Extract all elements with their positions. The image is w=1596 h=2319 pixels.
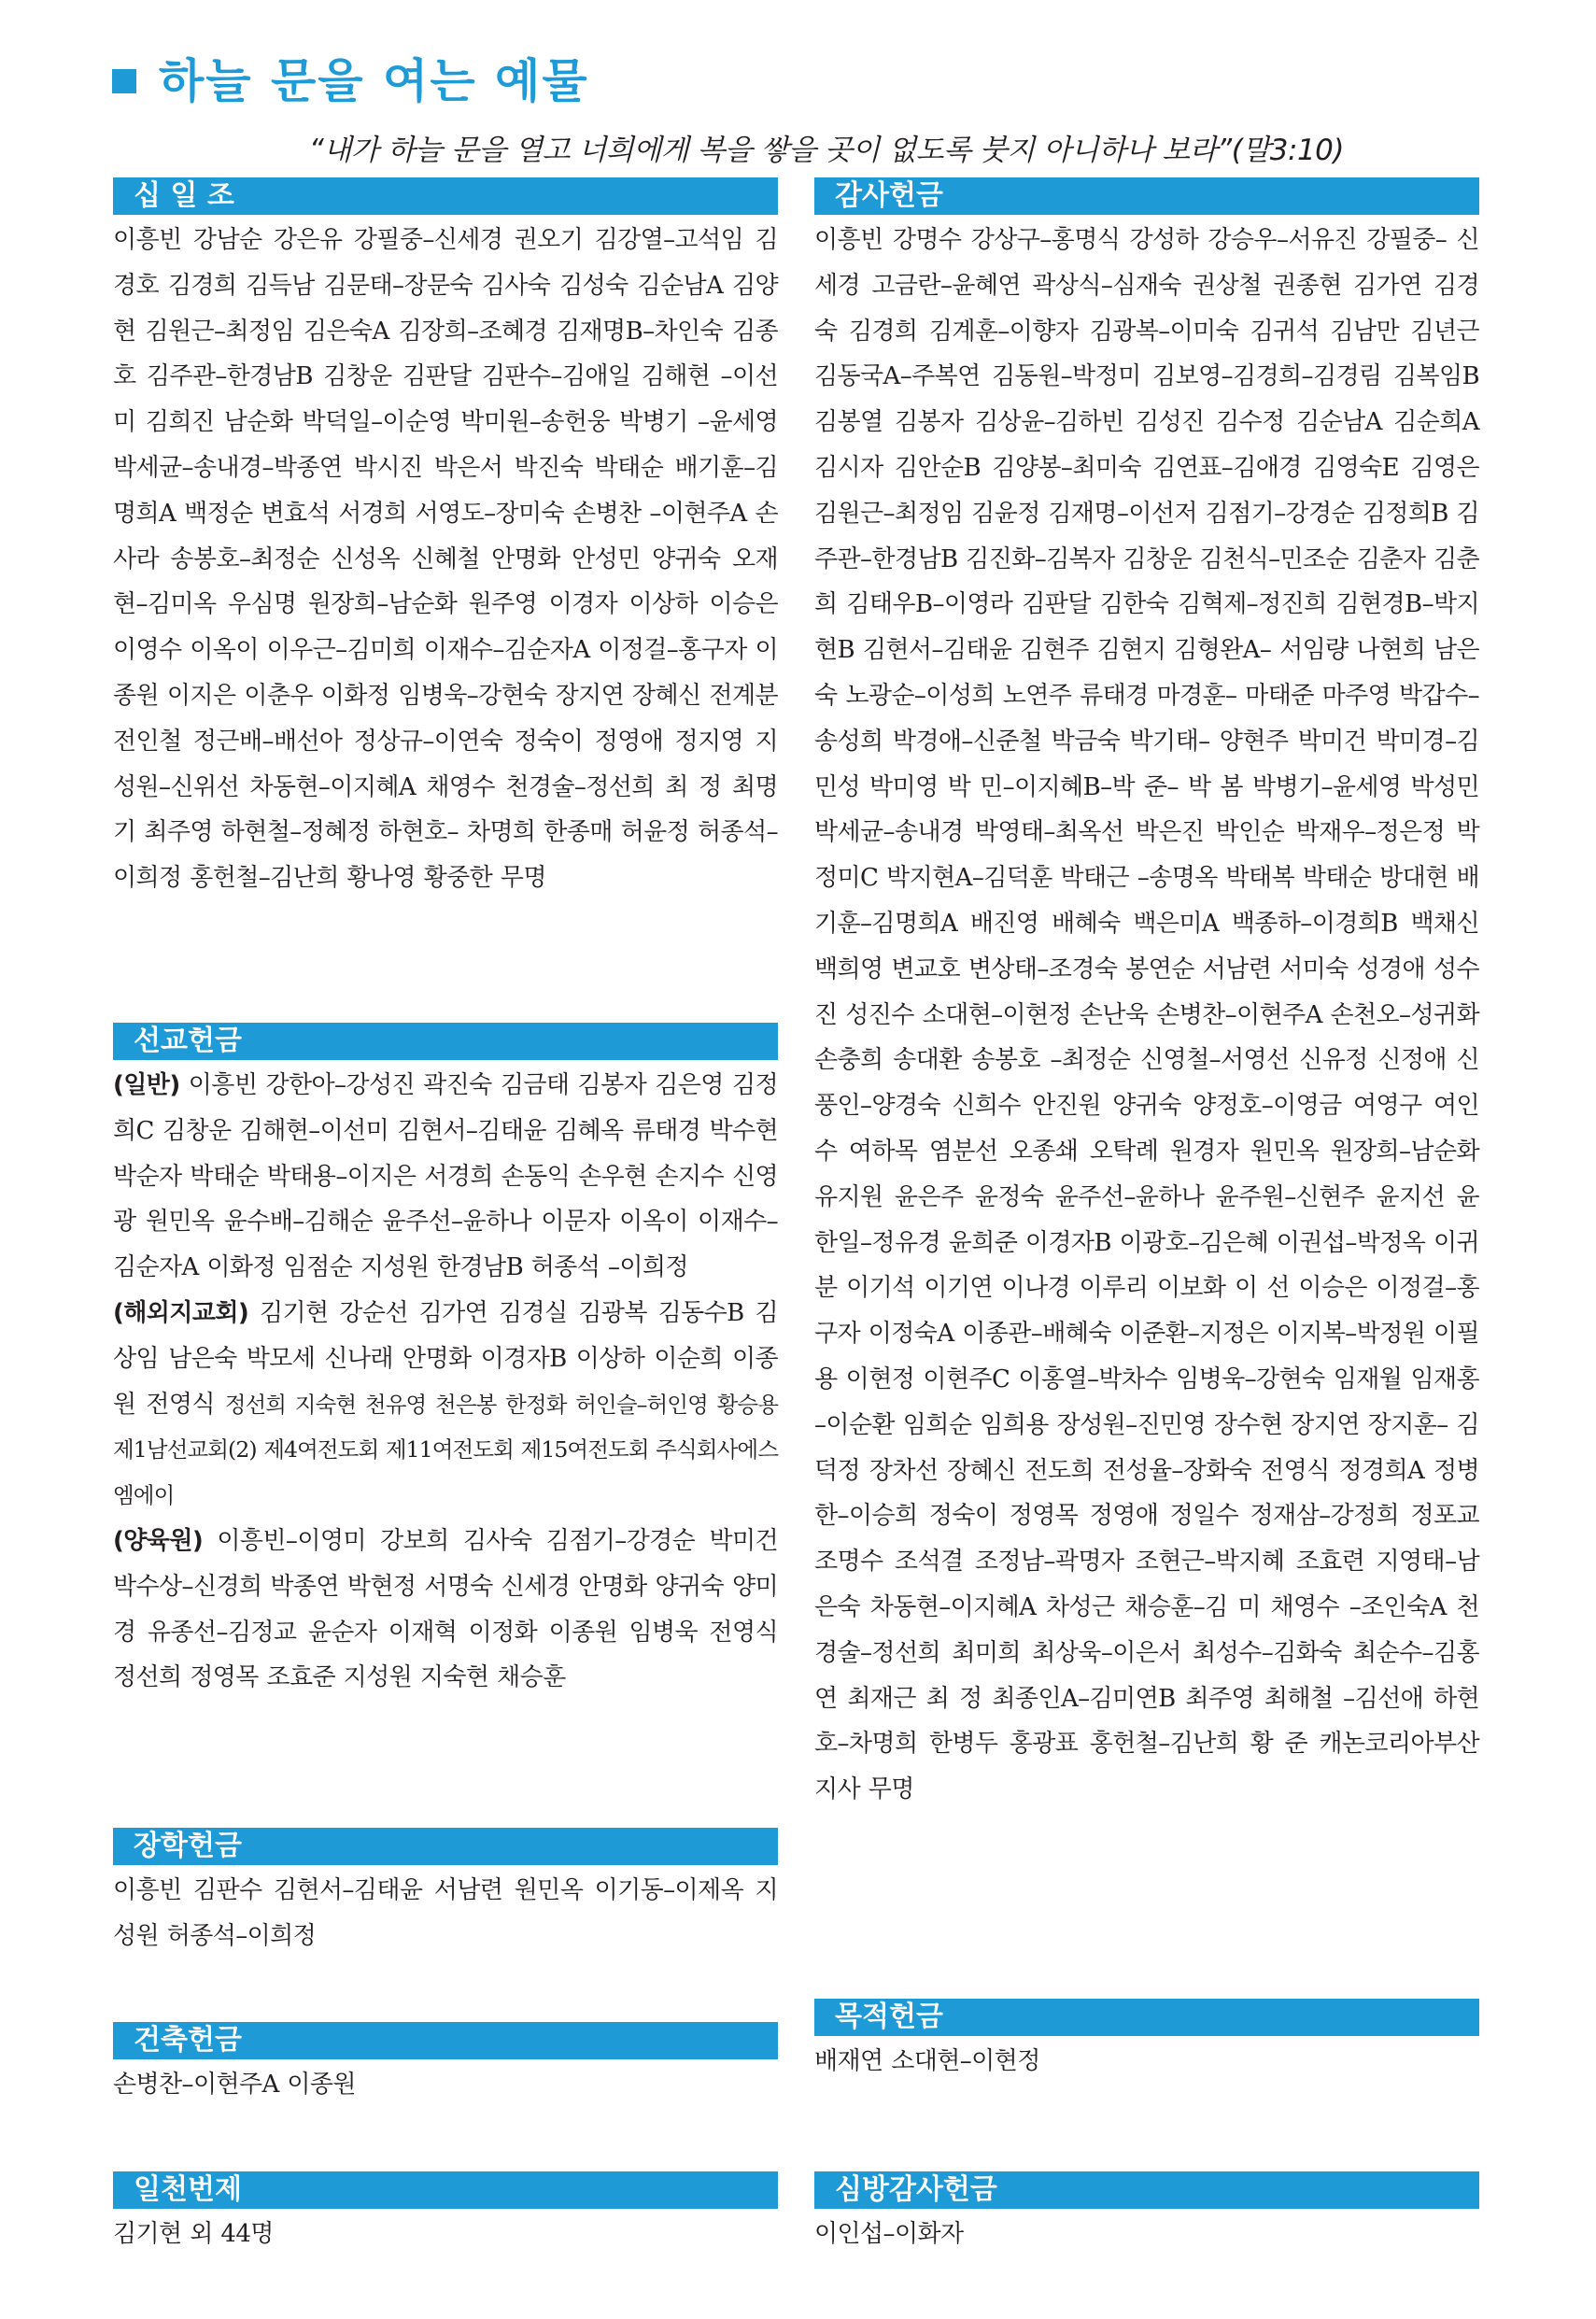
- bible-verse: “내가 하늘 문을 열고 너희에게 복을 쌓을 곳이 없도록 붓지 아니하나 보라”(말3:10): [308, 134, 1344, 167]
- visitation-section: [814, 2171, 1479, 2257]
- building-header: 건축헌금: [113, 2022, 778, 2059]
- visitation-header: 심방감사헌금: [814, 2171, 1479, 2209]
- thousand-header: 일천번제: [113, 2171, 778, 2209]
- scholarship-names: 이흥빈 김판수 김현서–김태윤 서남련 원민옥 이기동–이제옥 지성원 허종석–이희정: [113, 1876, 778, 1950]
- purpose-header: 목적헌금: [814, 1999, 1479, 2036]
- mission-overseas-names: 김기현 강순선 김가연 김경실 김광복 김동수B 김상임 남은숙 박모세 신나래 안명화 이경자B 이상하 이순희 이종원 전영식: [113, 1298, 778, 1419]
- thousand-section: [113, 2171, 778, 2257]
- mission-header: 선교헌금: [113, 1023, 778, 1060]
- thanksgiving-header: 감사헌금: [814, 177, 1479, 215]
- mission-general-label: (일반): [113, 1071, 180, 1099]
- mission-nursing-names: 이흥빈–이영미 강보희 김사숙 김점기–강경순 박미건 박수상–신경희 박종연 박현정 서명숙 신세경 안명화 양귀숙 양미경 유종선–김정교 윤순자 이재혁 이정화 이종원 임병욱 전영식 정선희 정영목 조효준 지성원 지숙현 채승훈: [113, 1526, 778, 1692]
- thousand-names: 김기현 외 44명: [113, 2220, 274, 2248]
- mission-overseas-label: (해외지교회): [113, 1298, 249, 1327]
- thanksgiving-section: [814, 177, 1479, 1813]
- scholarship-section: [113, 1828, 778, 1959]
- purpose-names: 배재연 소대현–이현정: [814, 2047, 1040, 2075]
- mission-nursing-label: (양육원): [113, 1526, 204, 1555]
- scholarship-header: 장학헌금: [113, 1828, 778, 1865]
- mission-names: [113, 1063, 778, 1701]
- building-section: [113, 2022, 778, 2108]
- title-text: 하늘 문을 여는 예물: [159, 54, 589, 108]
- purpose-section: [814, 1999, 1479, 2085]
- mission-general-names: 이흥빈 강한아–강성진 곽진숙 김금태 김봉자 김은영 김정희C 김창운 김해현–이선미 김현서–김태윤 김혜옥 류태경 박수현 박순자 박태순 박태용–이지은 서경희 손동익 손우현 손지수 신영광 원민옥 윤수배–김해순 윤주선–윤하나 이문자 이옥이 이재수–김순자A 이화정 임점순 지성원 한경남B 허종석 –이희정: [113, 1071, 778, 1282]
- page-title: [112, 54, 589, 108]
- tithe-header: 십 일 조: [113, 177, 778, 215]
- mission-section: [113, 1023, 778, 1701]
- building-names: 손병찬–이현주A 이종원: [113, 2071, 356, 2099]
- thanksgiving-names: 이흥빈 강명수 강상구–홍명식 강성하 강승우–서유진 강필중– 신세경 고금란–윤혜연 곽상식–심재숙 권상철 권종현 김가연 김경숙 김경희 김계훈–이향자 김광복–이미숙 김귀석 김남만 김년근 김동국A–주복연 김동원–박정미 김보영–김경희–김경림 김복임B 김봉열 김봉자 김상윤–김하빈 김성진 김수정 김순남A 김순희A 김시자 김안순B 김양봉–최미숙 김연표–김애경 김영숙E 김영은 김원근–최정임 김윤정 김재명–이선저 김점기–강경순 김정희B 김주관–한경남B 김진화–김복자 김창운 김천식–민조순 김춘자 김춘희 김태우B–이영라 김판달 김한숙 김혁제–정진희 김현경B–박지현B 김현서–김태윤 김현주 김현지 김형완A– 서임량 나현희 남은숙 노광순–이성희 노연주 류태경 마경훈– 마태준 마주영 박갑수–송성희 박경애–신준철 박금숙 박기태– 양현주 박미건 박미경–김민성 박미영 박 민–이지혜B–박 준– 박 봄 박병기–윤세영 박성민 박세균–송내경 박영태–최옥선 박은진 박인순 박재우–정은정 박정미C 박지현A–김덕훈 박태근 –송명옥 박태복 박태순 방대현 배기훈–김명희A 배진영 배혜숙 백은미A 백종하–이경희B 백채신 백희영 변교호 변상태–조경숙 봉연순 서남련 서미숙 성경애 성수진 성진수 소대현–이현정 손난욱 손병찬–이현주A 손천오–성귀화 손충희 송대환 송봉호 –최정순 신영철–서영선 신유정 신정애 신풍인–양경숙 신희수 안진원 양귀숙 양정호–이영금 여영구 여인수 여하목 염분선 오종쇄 오탁례 원경자 원민옥 원장희–남순화 유지원 윤은주 윤정숙 윤주선–윤하나 윤주원–신현주 윤지선 윤한일–정유경 윤희준 이경자B 이광호–김은혜 이권섭–박정옥 이귀분 이기석 이기연 이나경 이루리 이보화 이 선 이승은 이정걸–홍구자 이정숙A 이종관–배혜숙 이준환–지정은 이지복–박정원 이필용 이현정 이현주C 이홍열–박차수 임병욱–강현숙 임재월 임재홍 –이순환 임희순 임희용 장성원–진민영 장수현 장지연 장지훈– 김덕정 장차선 장혜신 전도희 전성율–장화숙 전영식 정경희A 정병한–이승희 정숙이 정영목 정영애 정일수 정재삼–강정희 정포교 조명수 조석결 조정남–곽명자 조현근–박지혜 조효련 지영태–남은숙 차동현–이지혜A 차성근 채승훈–김 미 채영수 –조인숙A 천경술–정선희 최미희 최상욱–이은서 최성수–김화숙 최순수–김홍연 최재근 최 정 최종인A–김미연B 최주영 최해철 –김선애 하현호–차명희 한병두 홍광표 홍헌철–김난희 황 준 캐논코리아부산지사 무명: [814, 226, 1479, 1804]
- tithe-section: [113, 177, 778, 901]
- mission-overseas-names-cont: 정선희 지숙현 천유영 천은봉 한정화 허인슬–허인영 황승용 제1남선교회(2) 제4여전도회 제11여전도회 제15여전도회 주식회사에스엠에이: [113, 1391, 779, 1509]
- title-square-icon: [112, 69, 136, 93]
- tithe-names: 이흥빈 강남순 강은유 강필중–신세경 권오기 김강열–고석임 김경호 김경희 김득남 김문태–장문숙 김사숙 김성숙 김순남A 김양현 김원근–최정임 김은숙A 김장희–조혜경 김재명B–차인숙 김종호 김주관–한경남B 김창운 김판달 김판수–김애일 김해현 –이선미 김희진 남순화 박덕일–이순영 박미원–송헌웅 박병기 –윤세영 박세균–송내경–박종연 박시진 박은서 박진숙 박태순 배기훈–김명희A 백정순 변효석 서경희 서영도–장미숙 손병찬 –이현주A 손사라 송봉호–최정순 신성옥 신혜철 안명화 안성민 양귀숙 오재현–김미옥 우심명 원장희–남순화 원주영 이경자 이상하 이승은 이영수 이옥이 이우근–김미희 이재수–김순자A 이정걸–홍구자 이종원 이지은 이춘우 이화정 임병욱–강현숙 장지연 장혜신 전계분 전인철 정근배–배선아 정상규–이연숙 정숙이 정영애 정지영 지성원–신위선 차동현–이지혜A 채영수 천경술–정선희 최 정 최명기 최주영 하현철–정혜정 하현호– 차명희 한종매 허윤정 허종석–이희정 홍헌철–김난희 황나영 황중한 무명: [113, 226, 778, 893]
- visitation-names: 이인섭–이화자: [814, 2220, 964, 2248]
